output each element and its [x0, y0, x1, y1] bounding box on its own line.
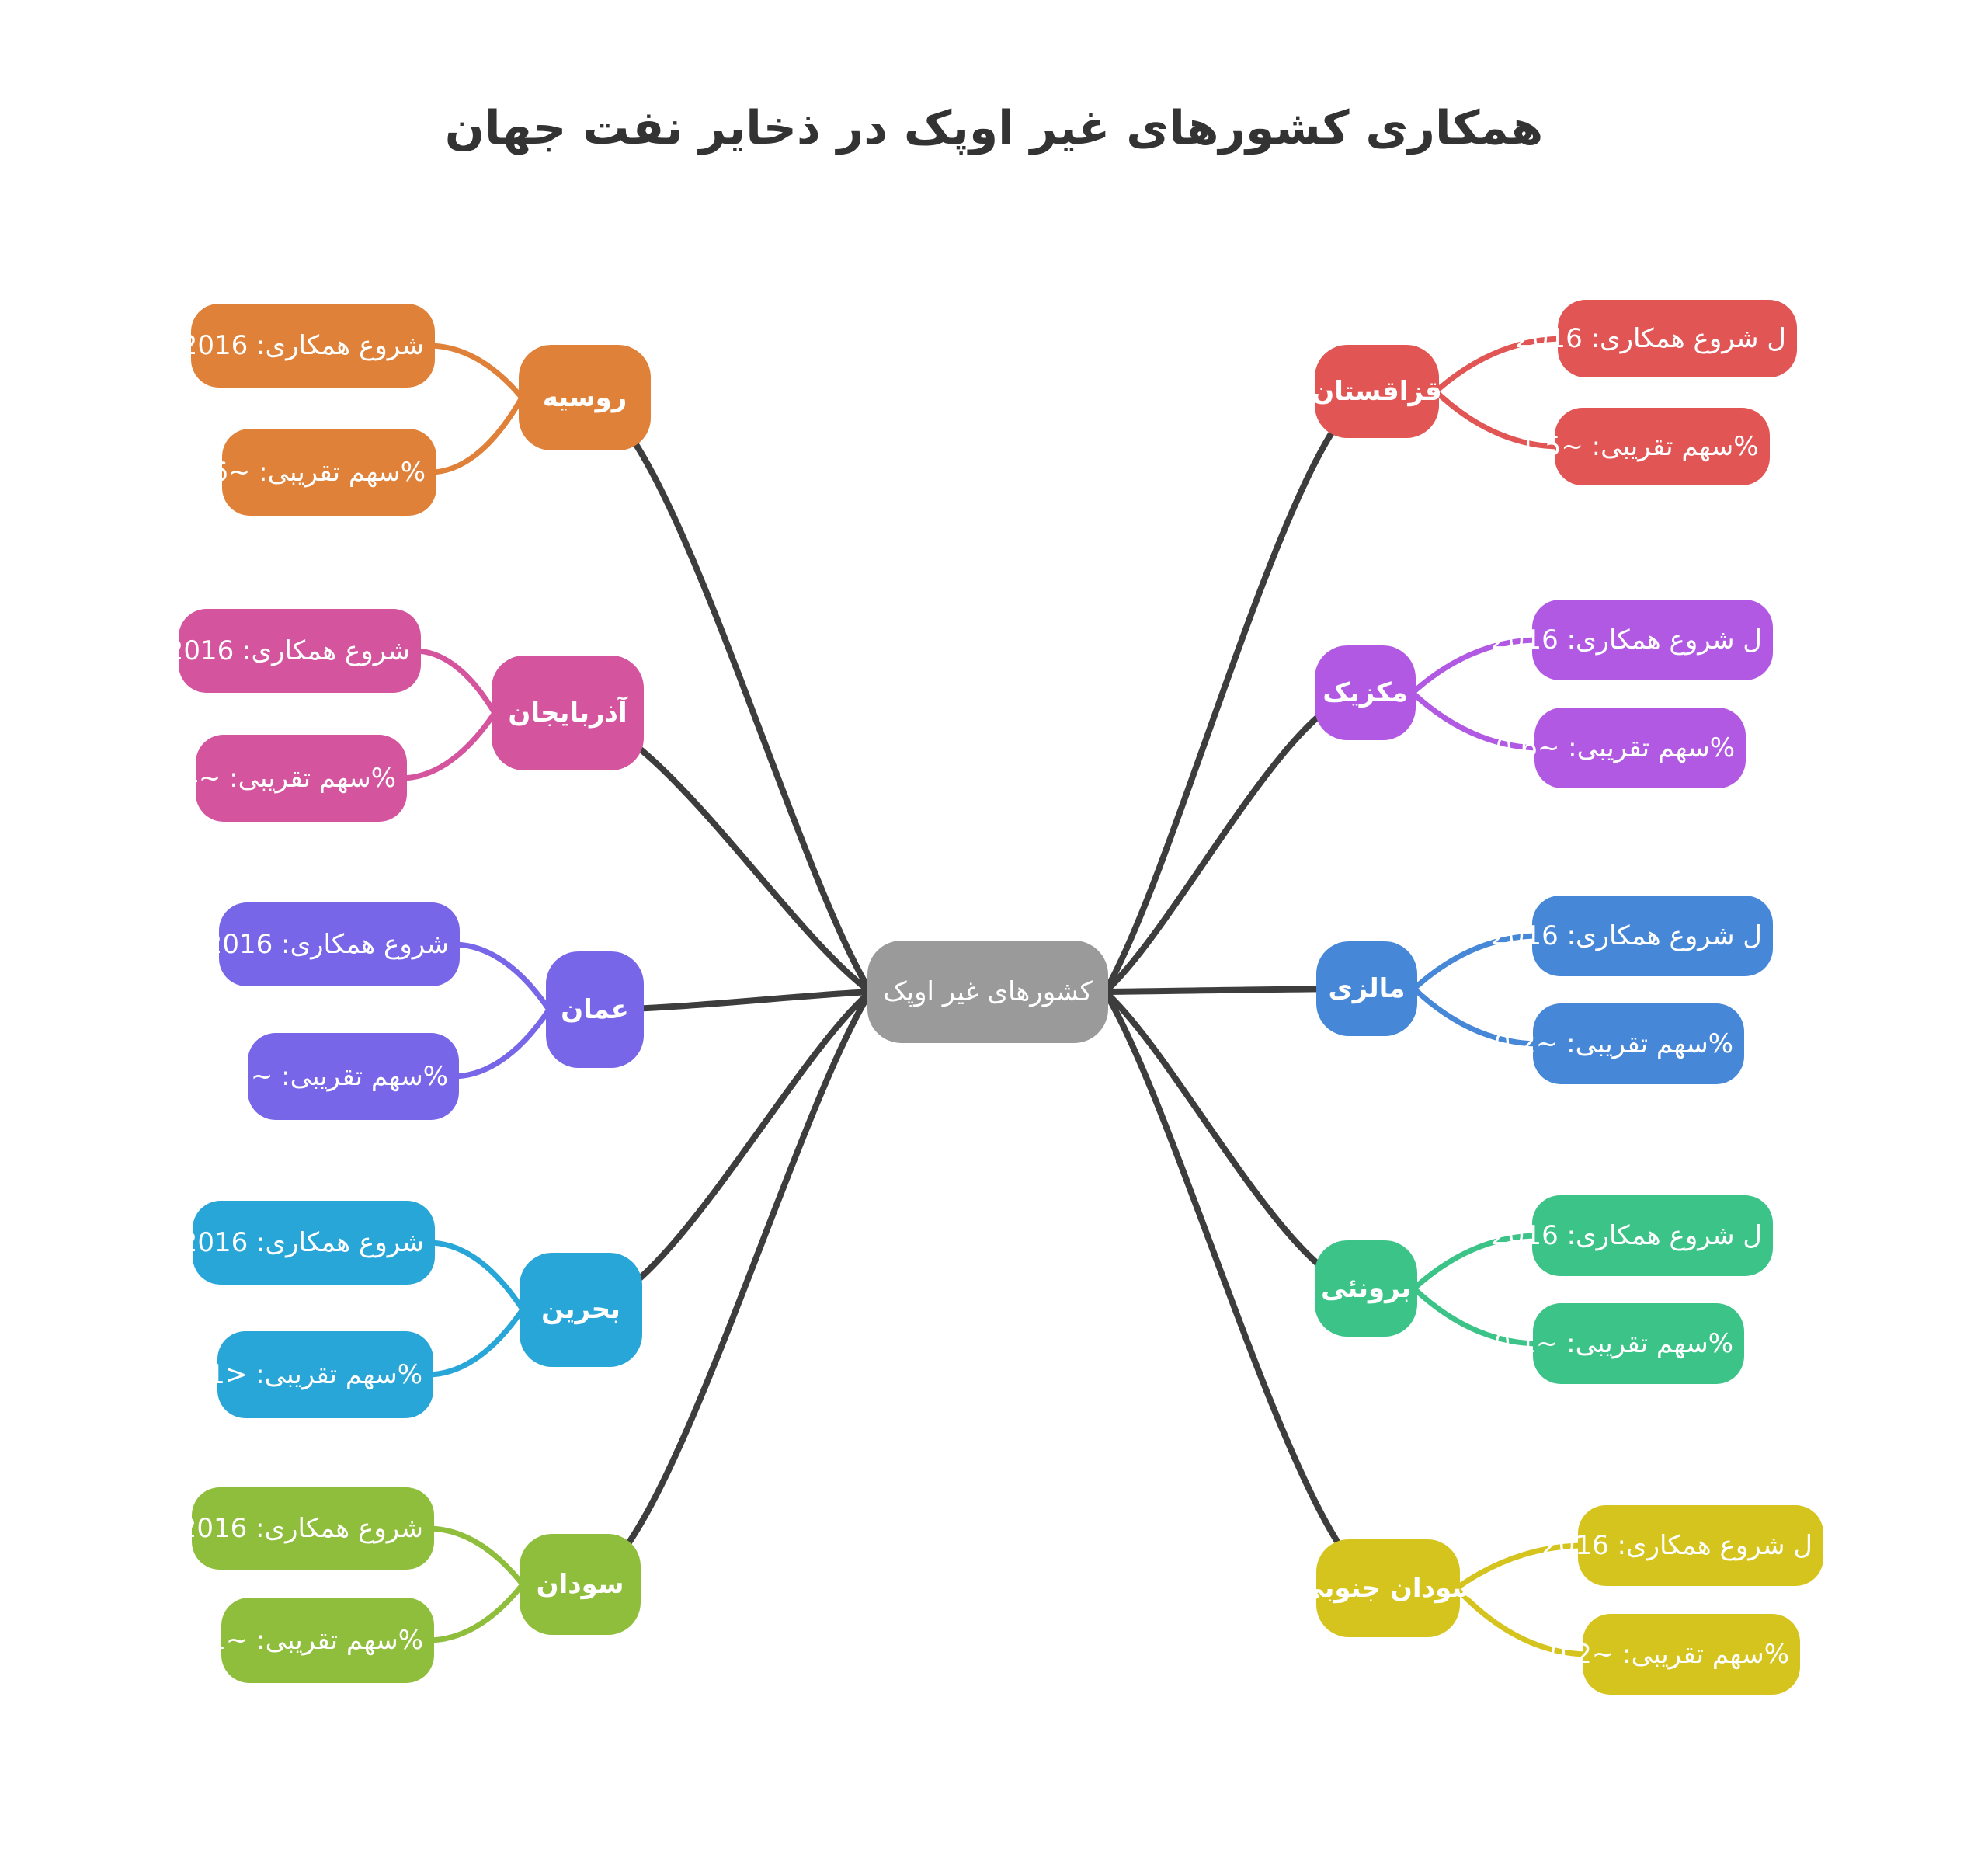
share-node-malaysia: [1493, 1003, 1744, 1084]
country-node-malaysia: [1316, 941, 1417, 1036]
year-node-sudan: [179, 1487, 434, 1570]
year-node-label: ل شروع همکاری: 2016: [1491, 1220, 1762, 1251]
year-node-label: ل شروع همکاری: 2016: [1541, 1530, 1812, 1561]
share-edge-russia: [430, 398, 522, 472]
country-node-label: بحرین: [541, 1294, 620, 1325]
year-node-label: شروع همکاری: 2016: [180, 330, 424, 361]
share-node-brunei: [1493, 1303, 1744, 1384]
country-node-oman: [546, 951, 644, 1068]
share-node-azerbaijan: [156, 735, 407, 822]
country-node-bahrain: [520, 1253, 642, 1367]
year-node-label: شروع همکاری: 2016: [166, 635, 410, 666]
country-node-south-sudan: [1298, 1539, 1478, 1637]
share-node-label: %سهم تقریبی: <0.1: [182, 1359, 422, 1390]
year-edge-russia: [429, 346, 522, 398]
country-node-label: عمان: [561, 994, 629, 1025]
share-node-sudan: [183, 1598, 434, 1683]
central-node-label: کشورهای غیر اوپک: [883, 976, 1093, 1007]
country-node-russia: [519, 345, 651, 450]
year-node-azerbaijan: [166, 609, 421, 693]
share-edge-bahrain: [427, 1309, 523, 1375]
country-node-label: روسیه: [542, 382, 627, 413]
share-edge-sudan: [428, 1584, 523, 1640]
year-node-mexico: [1491, 600, 1773, 680]
country-node-label: قزاقستان: [1312, 376, 1442, 407]
share-node-bahrain: [182, 1331, 433, 1418]
year-node-oman: [205, 902, 460, 986]
central-edge-mexico: [1105, 693, 1365, 992]
share-node-label: %سهم تقریبی: ~0.2: [1493, 1028, 1733, 1059]
country-node-label: مکزیک: [1322, 677, 1408, 708]
country-node-label: مالزی: [1328, 973, 1406, 1004]
year-node-malaysia: [1491, 896, 1773, 976]
share-edge-azerbaijan: [401, 713, 495, 778]
share-node-label: %سهم تقریبی: ~6: [211, 457, 426, 488]
year-node-south-sudan: [1541, 1505, 1823, 1586]
year-node-label: شروع همکاری: 2016: [205, 929, 449, 960]
share-node-oman: [208, 1033, 459, 1120]
country-node-label: برونئی: [1320, 1273, 1412, 1304]
year-node-label: ل شروع همکاری: 2016: [1491, 624, 1762, 656]
year-node-kazakhstan: [1515, 300, 1797, 377]
share-node-label: %سهم تقریبی: ~0.2: [208, 1061, 448, 1092]
year-node-brunei: [1491, 1195, 1773, 1276]
country-node-brunei: [1315, 1240, 1417, 1337]
year-node-russia: [180, 304, 435, 388]
share-node-russia: [211, 429, 436, 516]
year-node-label: شروع همکاری: 2016: [179, 1513, 423, 1544]
share-node-label: %سهم تقریبی: ~1.5: [1519, 431, 1759, 462]
share-node-mexico: [1495, 708, 1746, 788]
share-node-kazakhstan: [1519, 408, 1770, 485]
year-edge-bahrain: [429, 1243, 523, 1309]
year-node-label: ل شروع همکاری: 2016: [1491, 920, 1762, 951]
share-node-label: %سهم تقریبی: ~0.4: [156, 763, 396, 794]
year-node-label: شروع همکاری: 2016: [180, 1227, 424, 1258]
year-edge-sudan: [428, 1528, 523, 1584]
share-node-label: %سهم تقریبی: ~0.1: [183, 1625, 423, 1656]
year-edge-oman: [454, 944, 549, 1010]
country-node-label: آذربایجان: [508, 697, 627, 729]
country-node-sudan: [520, 1534, 641, 1635]
country-node-mexico: [1315, 645, 1416, 740]
country-node-label: سودان جنوبی: [1298, 1573, 1478, 1604]
share-node-label: %سهم تقریبی: ~0.6: [1495, 732, 1735, 763]
year-node-bahrain: [180, 1201, 435, 1285]
year-node-label: ل شروع همکاری: 2016: [1515, 323, 1786, 354]
mindmap-title: همکاری کشورهای غیر اوپک در ذخایر نفت جهان: [444, 101, 1544, 155]
year-edge-azerbaijan: [415, 651, 495, 713]
central-node: [867, 941, 1108, 1043]
share-edge-oman: [453, 1010, 549, 1076]
central-edge-brunei: [1105, 992, 1366, 1288]
share-node-south-sudan: [1549, 1614, 1800, 1695]
share-node-label: %سهم تقریبی: ~0.1: [1493, 1328, 1733, 1359]
country-node-kazakhstan: [1312, 345, 1442, 438]
country-node-label: سودان: [536, 1569, 624, 1600]
country-node-azerbaijan: [492, 656, 644, 770]
share-node-label: %سهم تقریبی: ~0.2: [1549, 1639, 1789, 1670]
